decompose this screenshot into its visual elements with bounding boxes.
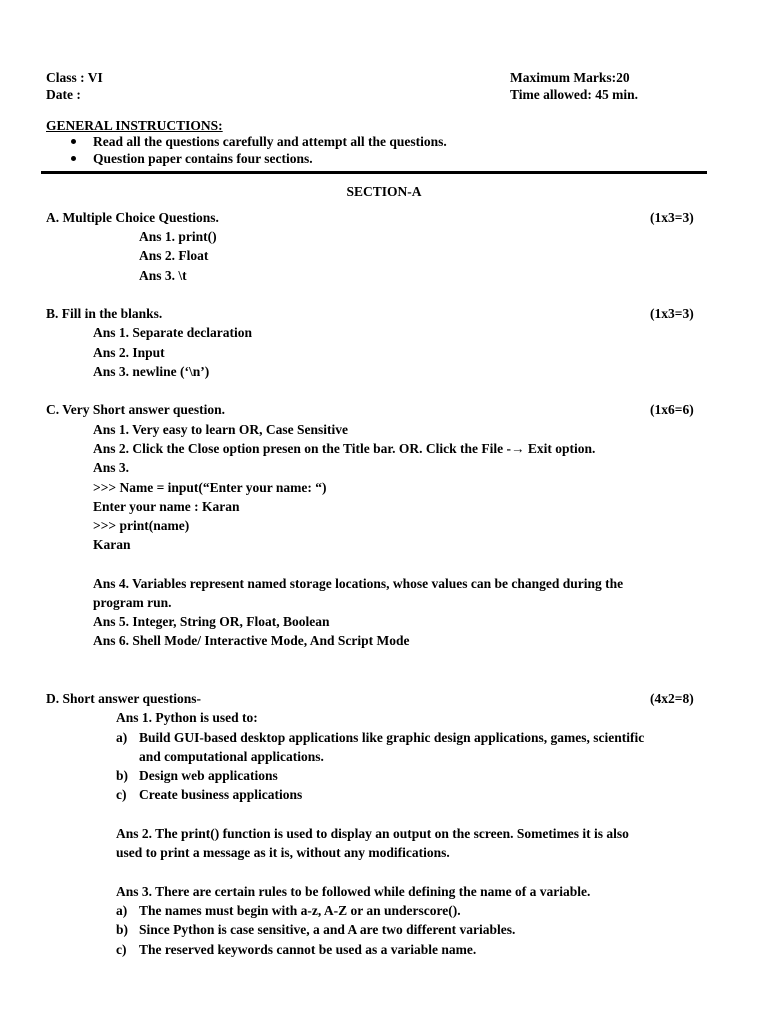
list-label: a): [116, 730, 128, 745]
time-allowed: Time allowed: 45 min.: [510, 87, 638, 102]
class-label: Class : VI: [46, 70, 103, 85]
instruction-item: Read all the questions carefully and attempt all the questions.: [93, 134, 447, 149]
list-item: Since Python is case sensitive, a and A are two different variables.: [139, 922, 516, 937]
list-item: Design web applications: [139, 768, 278, 783]
max-marks: Maximum Marks:20: [510, 70, 630, 85]
section-a-title: A. Multiple Choice Questions.: [46, 210, 219, 225]
answer-line: Ans 3. \t: [139, 268, 187, 283]
answer-line: Ans 4. Variables represent named storage locations, whose values can be changed during the: [93, 576, 624, 591]
answer-line: Ans 6. Shell Mode/ Interactive Mode, And Script Mode: [93, 633, 410, 648]
answer-line: Ans 1. print(): [139, 229, 217, 244]
answer-line: Ans 3. There are certain rules to be followed while defining the name of a variable.: [116, 884, 591, 899]
list-label: c): [116, 942, 127, 957]
code-line: >>> Name = input(“Enter your name: “): [93, 480, 327, 495]
section-b-marks: (1x3=3): [650, 306, 694, 321]
section-c-title: C. Very Short answer question.: [46, 402, 226, 417]
section-c-marks: (1x6=6): [650, 402, 694, 417]
date-label: Date :: [46, 87, 81, 102]
list-item: The names must begin with a-z, A-Z or an underscore().: [139, 903, 461, 918]
instruction-item: Question paper contains four sections.: [93, 151, 313, 166]
code-line: >>> print(name): [93, 518, 190, 533]
answer-line: Ans 2. Float: [139, 248, 209, 263]
list-item-continued: and computational applications.: [139, 749, 324, 764]
code-line: Enter your name : Karan: [93, 499, 240, 514]
section-divider: [41, 171, 707, 174]
list-item: Create business applications: [139, 787, 303, 802]
section-b-title: B. Fill in the blanks.: [46, 306, 163, 321]
instructions-title: GENERAL INSTRUCTIONS:: [46, 118, 223, 133]
answer-line: Ans 5. Integer, String OR, Float, Boolean: [93, 614, 330, 629]
bullet-icon: [71, 139, 76, 144]
answer-line: Ans 3. newline (‘\n’): [93, 364, 210, 379]
answer-line: used to print a message as it is, without any modifications.: [116, 845, 450, 860]
answer-line: program run.: [93, 595, 172, 610]
list-label: c): [116, 787, 127, 802]
section-title: SECTION-A: [346, 184, 422, 199]
code-line: Karan: [93, 537, 131, 552]
list-label: a): [116, 903, 128, 918]
answer-line: Ans 2. Click the Close option presen on the Title bar. OR. Click the File -→ Exit option.: [93, 441, 596, 456]
section-d-marks: (4x2=8): [650, 691, 694, 706]
list-item: Build GUI-based desktop applications like graphic design applications, games, scientific: [139, 730, 645, 745]
answer-line: Ans 2. Input: [93, 345, 165, 360]
answer-line: Ans 2. The print() function is used to display an output on the screen. Sometimes it is also: [116, 826, 629, 841]
answer-line: Ans 1. Separate declaration: [93, 325, 252, 340]
bullet-icon: [71, 156, 76, 161]
section-d-title: D. Short answer questions-: [46, 691, 202, 706]
answer-line: Ans 1. Very easy to learn OR, Case Sensitive: [93, 422, 348, 437]
list-label: b): [116, 768, 129, 783]
list-item: The reserved keywords cannot be used as a variable name.: [139, 942, 477, 957]
list-label: b): [116, 922, 129, 937]
answer-line: Ans 1. Python is used to:: [116, 710, 258, 725]
section-a-marks: (1x3=3): [650, 210, 694, 225]
answer-line: Ans 3.: [93, 460, 130, 475]
